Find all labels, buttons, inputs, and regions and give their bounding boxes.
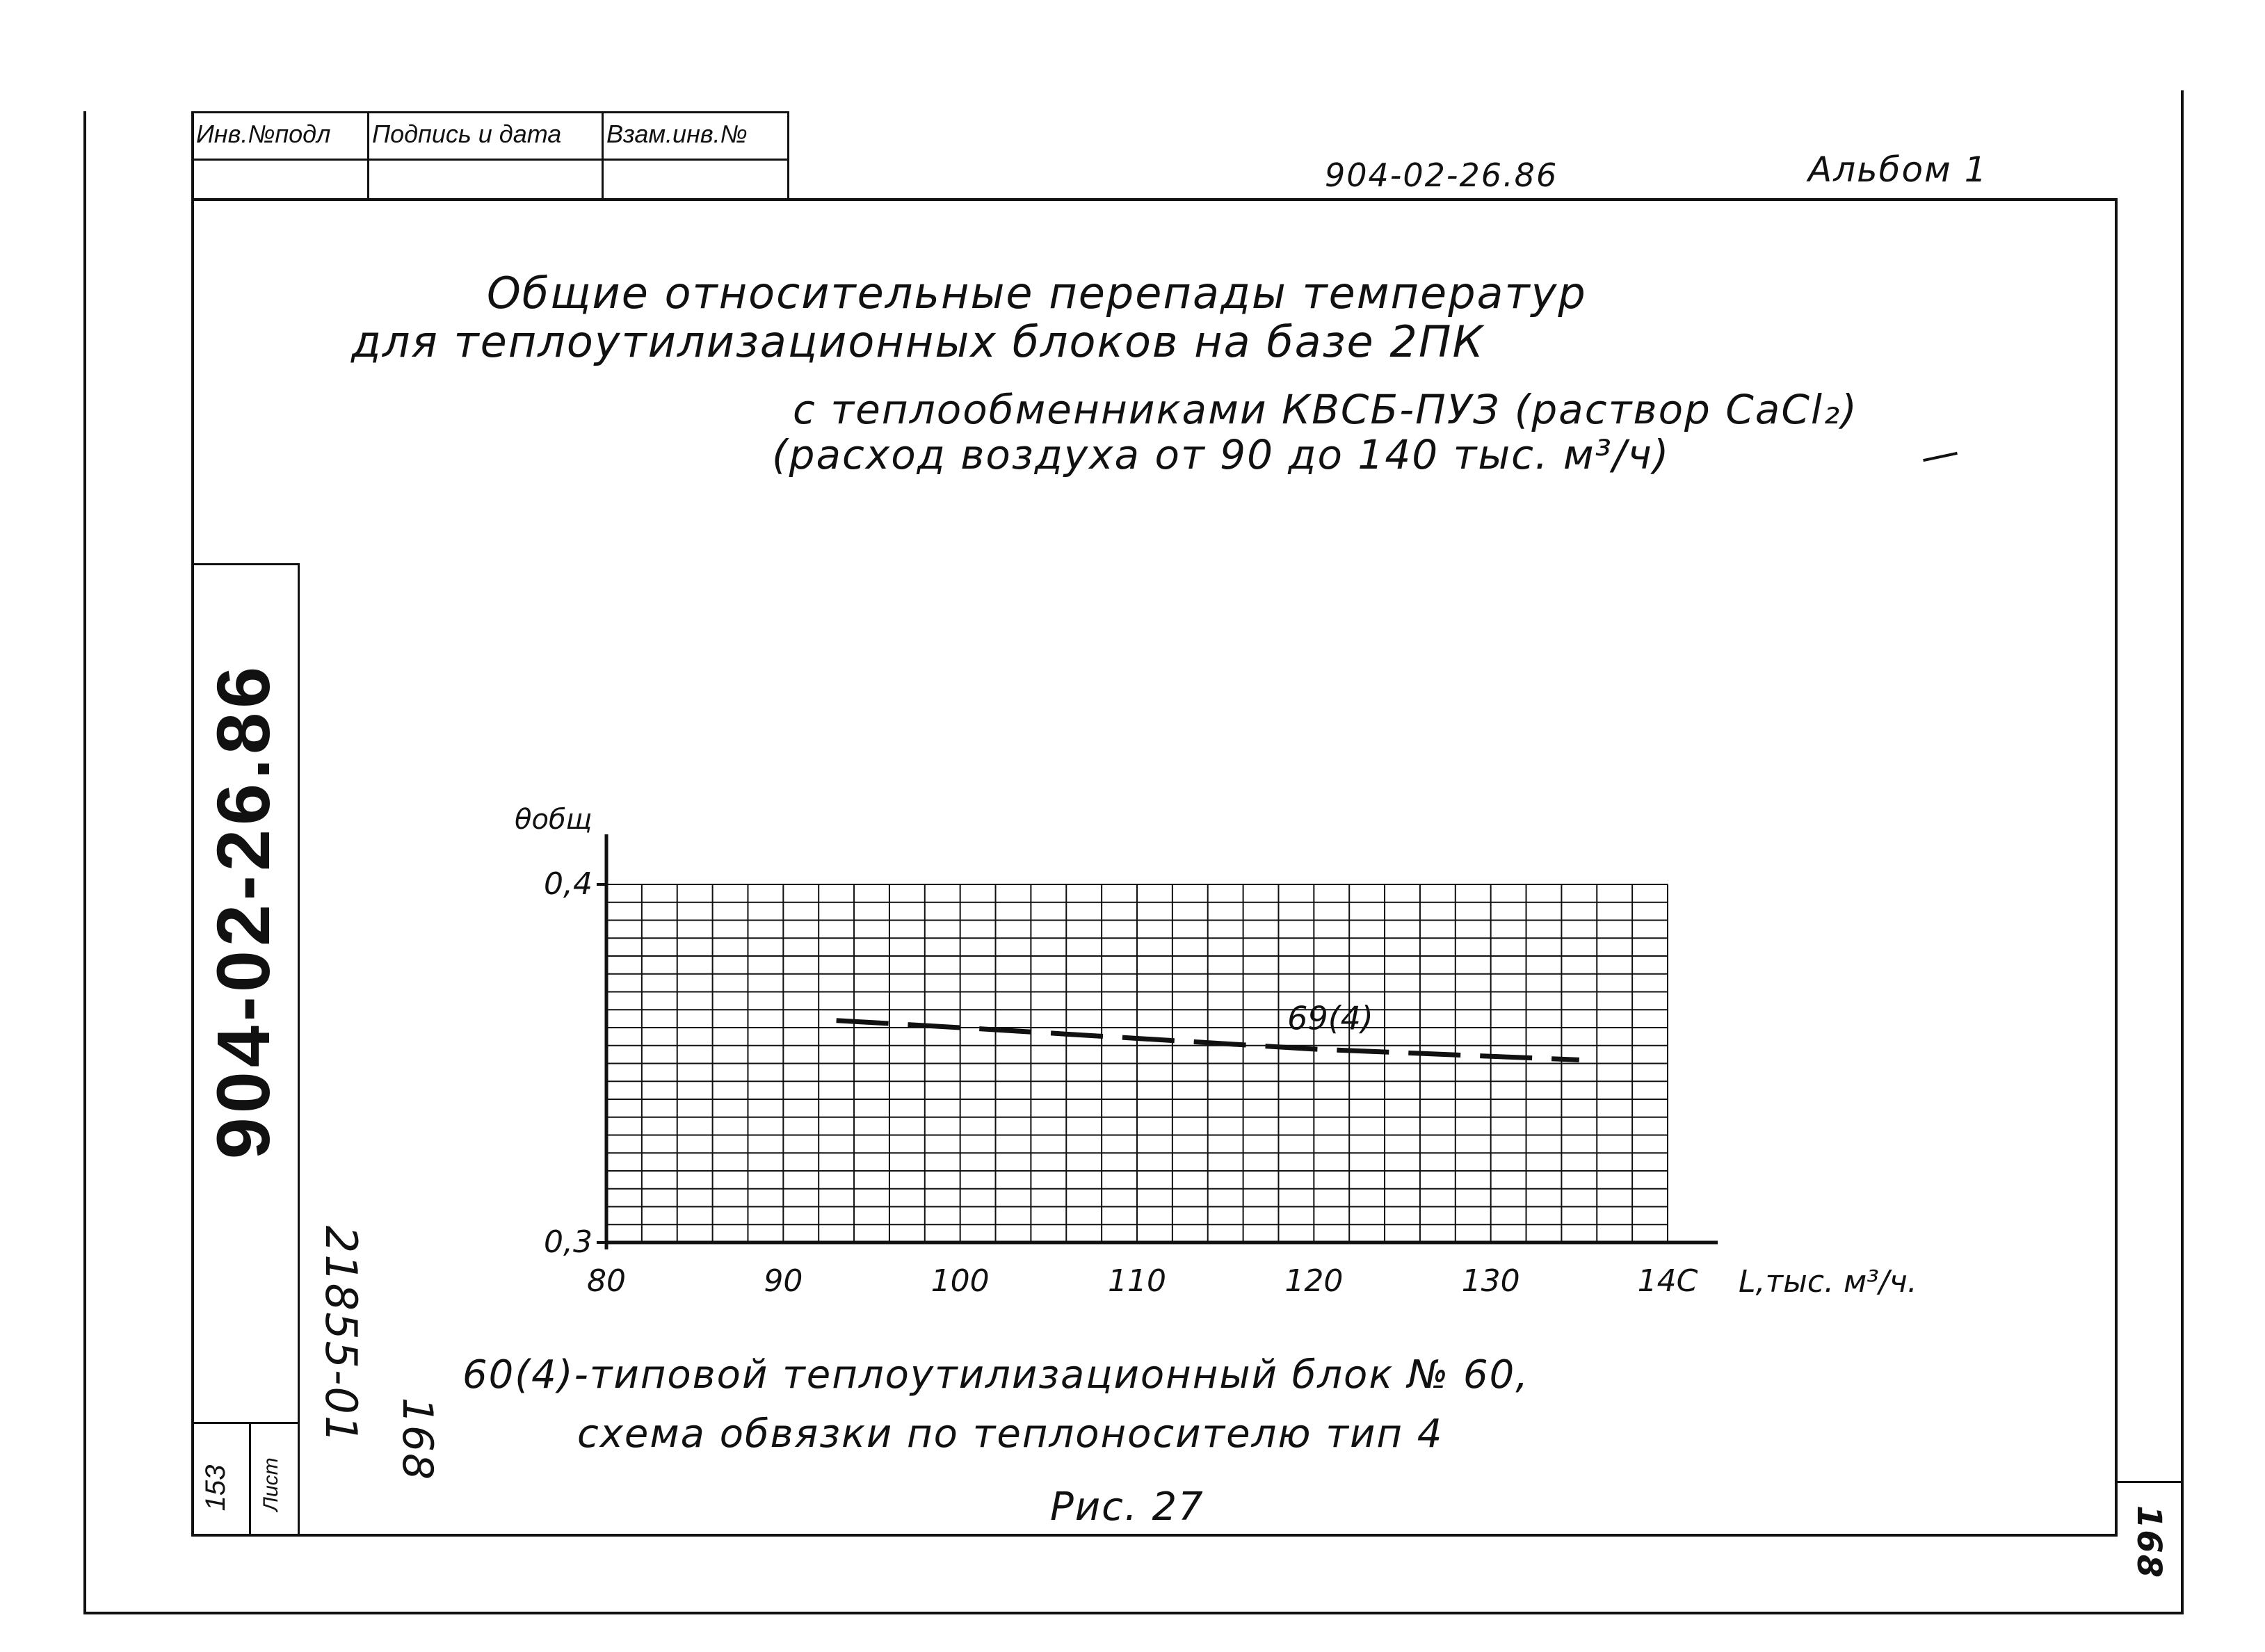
title-line-3: с теплообменниками КВСБ-ПУЗ (раствор CaCl₂) (793, 386, 1858, 433)
x-tick-label: 110 (1108, 1263, 1166, 1299)
stamp-replace-label: Взам.инв.№ (606, 120, 748, 148)
y-tick-label: 0,3 (544, 1224, 593, 1260)
figure-caption: Рис. 27 (1050, 1484, 1204, 1530)
legend-line-1: 60(4)-типовой теплоутилизационный блок № 60, (462, 1352, 1530, 1398)
stamp-inv-label: Инв.№подл (196, 120, 331, 148)
legend-line-2: схема обвязки по теплоносителю тип 4 (577, 1411, 1444, 1457)
chart-grid (606, 884, 1668, 1242)
series-label: 69(4) (1287, 999, 1373, 1037)
title-line-1: Общие относительные перепады температур (487, 268, 1587, 318)
doc-code-header: 904-02-26.86 (1325, 156, 1558, 194)
x-tick-label: 100 (930, 1263, 990, 1299)
handwritten-page: 168 (393, 1397, 442, 1482)
title-line-2: для теплоутилизационных блоков на базе 2ПК (351, 316, 1485, 367)
album-label: Альбом 1 (1808, 149, 1988, 190)
page-number-right: 168 (2129, 1505, 2168, 1580)
inv-number: 21855-01 (316, 1225, 366, 1445)
x-tick-label: 130 (1461, 1263, 1520, 1299)
x-tick-label: 120 (1284, 1263, 1344, 1299)
x-axis-label: L,тыс. м³/ч. (1739, 1264, 1917, 1299)
x-tick-label: 14C (1637, 1263, 1698, 1299)
sheet-number: 153 (200, 1464, 231, 1512)
title-line-4: (расход воздуха от 90 до 140 тыс. м³/ч) (772, 431, 1670, 478)
stamp-signature-label: Подпись и дата (372, 120, 562, 148)
chart-axes (544, 834, 1718, 1299)
y-tick-label: 0,4 (544, 866, 593, 902)
x-tick-label: 80 (587, 1263, 626, 1299)
vertical-doc-code: 904-02-26.86 (201, 662, 285, 1160)
x-tick-label: 90 (764, 1263, 803, 1299)
y-axis-label: θобщ (515, 804, 593, 836)
sheet-label: Лист (259, 1457, 282, 1512)
